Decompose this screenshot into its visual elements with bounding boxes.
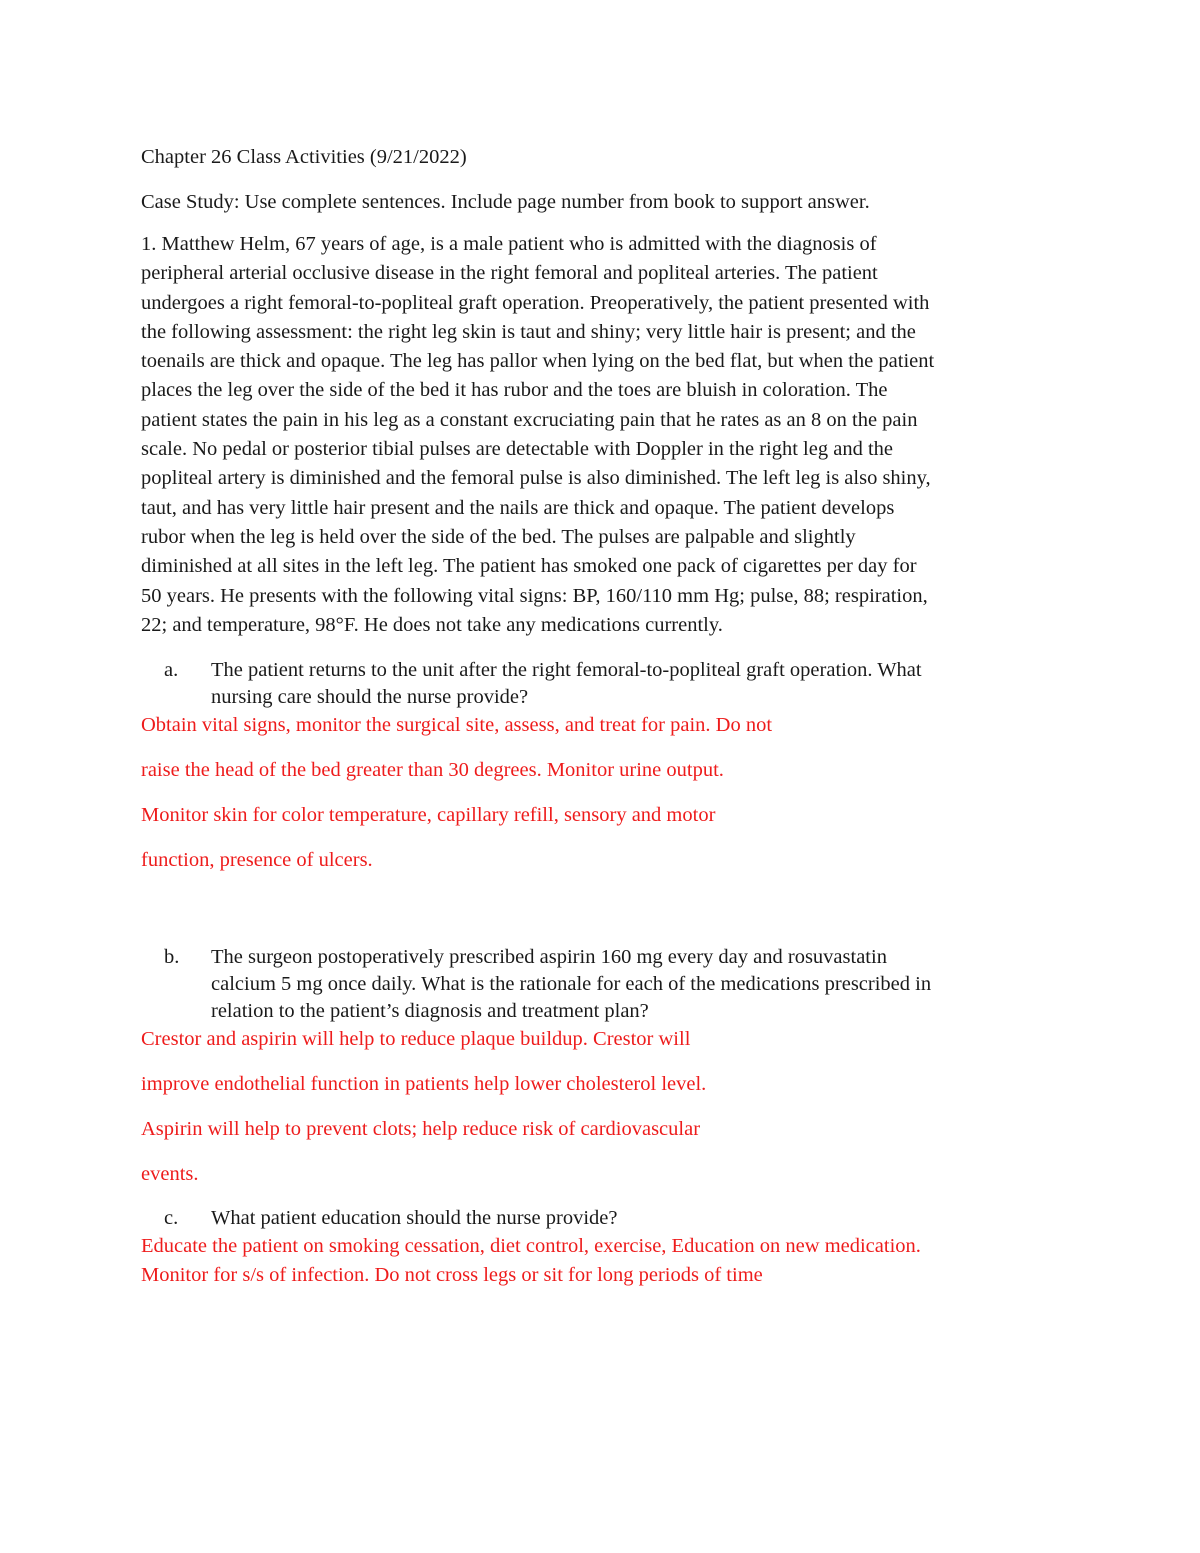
answer-line: Aspirin will help to prevent clots; help reduce risk of cardiovascular	[141, 1118, 701, 1141]
answer-line: function, presence of ulcers.	[141, 849, 373, 872]
case-study-paragraph	[141, 230, 1066, 640]
document-title: Chapter 26 Class Activities (9/21/2022)	[141, 146, 467, 168]
question-marker: b.	[164, 946, 180, 969]
answer-line: events.	[141, 1163, 199, 1186]
answer-line: Monitor skin for color temperature, capillary refill, sensory and motor	[141, 804, 716, 827]
question-line: calcium 5 mg once daily. What is the rationale for each of the medications prescribed in	[211, 973, 932, 996]
answer-c	[141, 1232, 1066, 1289]
instructions: Case Study: Use complete sentences. Include page number from book to support answer.	[141, 191, 870, 213]
case-line: 50 years. He presents with the following vital signs: BP, 160/110 mm Hg; pulse, 88; respiration,	[141, 584, 928, 607]
question-line: nursing care should the nurse provide?	[211, 686, 529, 709]
answer-line: Crestor and aspirin will help to reduce plaque buildup. Crestor will	[141, 1028, 691, 1051]
case-line: the following assessment: the right leg skin is taut and shiny; very little hair is present; and the	[141, 320, 916, 343]
question-line: What patient education should the nurse provide?	[211, 1207, 618, 1230]
answer-line: Educate the patient on smoking cessation, diet control, exercise, Education on new medication.	[141, 1235, 921, 1258]
answer-line: raise the head of the bed greater than 30 degrees. Monitor urine output.	[141, 759, 724, 782]
question-marker: c.	[164, 1207, 179, 1230]
question-text	[211, 944, 1066, 1025]
question-b	[164, 944, 1066, 1025]
question-line: The patient returns to the unit after the right femoral-to-popliteal graft operation. What	[211, 659, 922, 682]
question-marker: a.	[164, 659, 179, 682]
case-line: 22; and temperature, 98°F. He does not take any medications currently.	[141, 613, 723, 636]
case-line: scale. No pedal or posterior tibial pulses are detectable with Doppler in the right leg and the	[141, 438, 893, 461]
document-content	[141, 142, 1066, 1289]
case-line: patient states the pain in his leg as a constant excruciating pain that he rates as an 8 on the pain	[141, 408, 918, 431]
case-line: diminished at all sites in the left leg. The patient has smoked one pack of cigarettes per day for	[141, 555, 917, 578]
answer-line: Obtain vital signs, monitor the surgical site, assess, and treat for pain. Do not	[141, 714, 773, 737]
case-line: peripheral arterial occlusive disease in the right femoral and popliteal arteries. The patient	[141, 262, 878, 285]
question-text	[211, 1205, 1066, 1232]
question-line: relation to the patient’s diagnosis and treatment plan?	[211, 1000, 649, 1023]
answer-line: improve endothelial function in patients help lower cholesterol level.	[141, 1073, 707, 1096]
answer-b	[141, 1025, 1066, 1189]
case-line: rubor when the leg is held over the side of the bed. The pulses are palpable and slightly	[141, 525, 856, 548]
case-line: 1. Matthew Helm, 67 years of age, is a male patient who is admitted with the diagnosis of	[141, 233, 877, 255]
case-line: undergoes a right femoral-to-popliteal graft operation. Preoperatively, the patient presented with	[141, 291, 930, 314]
question-a	[164, 657, 1066, 711]
question-text	[211, 657, 1066, 711]
question-c	[164, 1205, 1066, 1232]
case-line: taut, and has very little hair present and the nails are thick and opaque. The patient develops	[141, 496, 895, 519]
answer-a	[141, 711, 1066, 875]
question-line: The surgeon postoperatively prescribed aspirin 160 mg every day and rosuvastatin	[211, 946, 887, 969]
case-line: places the leg over the side of the bed it has rubor and the toes are bluish in coloration. The	[141, 379, 888, 402]
case-line: popliteal artery is diminished and the femoral pulse is also diminished. The left leg is also shiny,	[141, 467, 931, 490]
case-line: toenails are thick and opaque. The leg has pallor when lying on the bed flat, but when the patient	[141, 350, 935, 373]
answer-line: Monitor for s/s of infection. Do not cross legs or sit for long periods of time	[141, 1263, 763, 1286]
